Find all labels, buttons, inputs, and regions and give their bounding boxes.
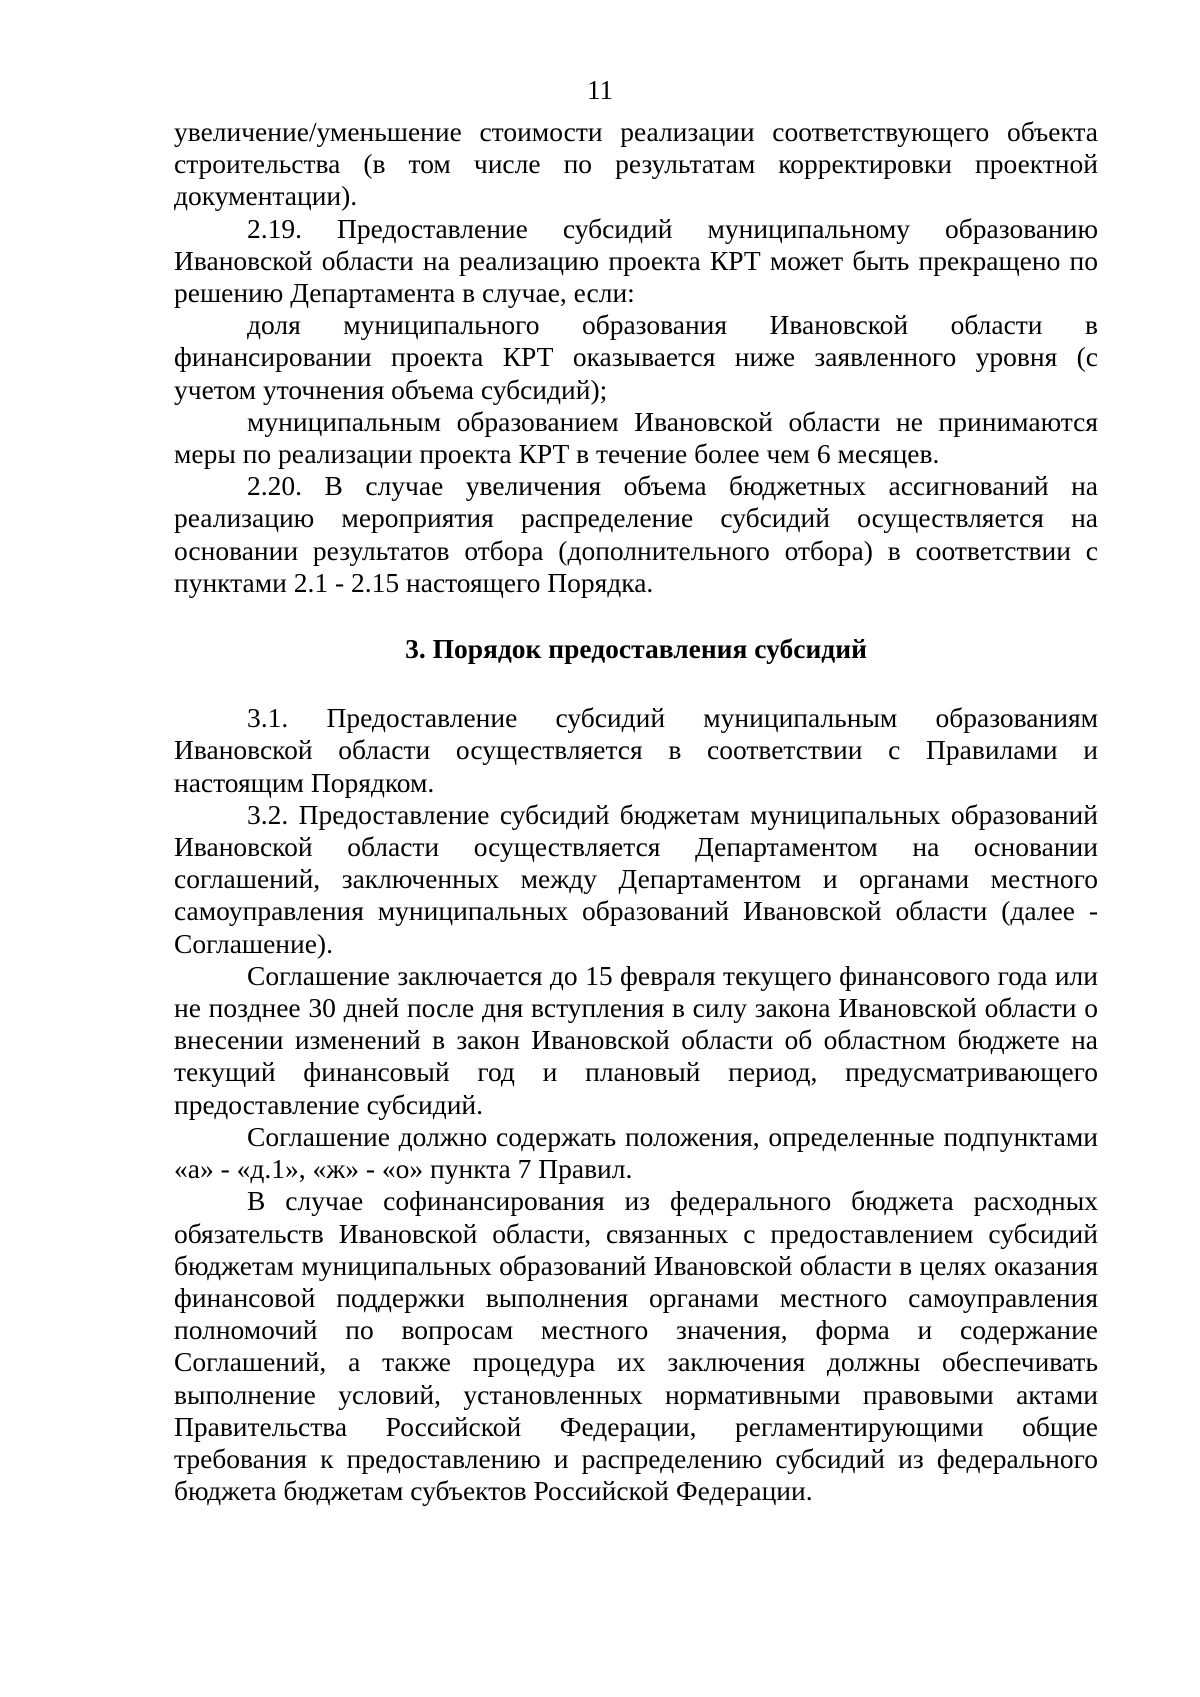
paragraph-2-20: 2.20. В случае увеличения объема бюджетных ассигнований на реализацию мероприятия распределение субсидий осуществляется на основании результатов отбора (дополнительного отбора) в соответствии с пунктами 2.1 - 2.15 настоящего Порядка. — [174, 470, 1098, 598]
paragraph-3-2: 3.2. Предоставление субсидий бюджетам муниципальных образований Ивановской области осуществляется Департаментом на основании соглашений, заключенных между Департаментом и органами местного самоуправления муниципальных образований Ивановской области (далее - Соглашение). — [174, 798, 1098, 959]
document-body — [174, 116, 1098, 1507]
page-number: 11 — [587, 75, 613, 105]
paragraph-agreement-content: Соглашение должно содержать положения, определенные подпунктами «а» - «д.1», «ж» - «о» пункта 7 Правил. — [174, 1120, 1098, 1185]
paragraph-federal-cofinancing: В случае софинансирования из федерального бюджета расходных обязательств Ивановской области, связанных с предоставлением субсидий бюджетам муниципальных образований Ивановской области в целях оказания финансовой поддержки выполнения органами местного самоуправления полномочий по вопросам местного значения, форма и содержание Соглашений, а также процедура их заключения должны обеспечивать выполнение условий, установленных нормативными правовыми актами Правительства Российской Федерации, регламентирующими общие требования к предоставлению и распределению субсидий из федерального бюджета бюджетам субъектов Российской Федерации. — [174, 1185, 1098, 1507]
section-heading: 3. Порядок предоставления субсидий — [405, 633, 867, 665]
paragraph-3-1: 3.1. Предоставление субсидий муниципальным образованиям Ивановской области осуществляется в соответствии с Правилами и настоящим Порядком. — [174, 702, 1098, 798]
paragraph-agreement-deadline: Соглашение заключается до 15 февраля текущего финансового года или не позднее 30 дней после дня вступления в силу закона Ивановской области о внесении изменений в закон Ивановской области об областном бюджете на текущий финансовый год и плановый период, предусматривающего предоставление субсидий. — [174, 959, 1098, 1120]
paragraph-continuation: увеличение/уменьшение стоимости реализации соответствующего объекта строительства (в том числе по результатам корректировки проектной документации). — [174, 116, 1098, 212]
paragraph-2-19-condition-share: доля муниципального образования Ивановской области в финансировании проекта КРТ оказывается ниже заявленного уровня (с учетом уточнения объема субсидий); — [174, 309, 1098, 405]
paragraph-2-19-condition-measures: муниципальным образованием Ивановской области не принимаются меры по реализации проекта КРТ в течение более чем 6 месяцев. — [174, 405, 1098, 470]
paragraph-2-19: 2.19. Предоставление субсидий муниципальному образованию Ивановской области на реализацию проекта КРТ может быть прекращено по решению Департамента в случае, если: — [174, 212, 1098, 309]
